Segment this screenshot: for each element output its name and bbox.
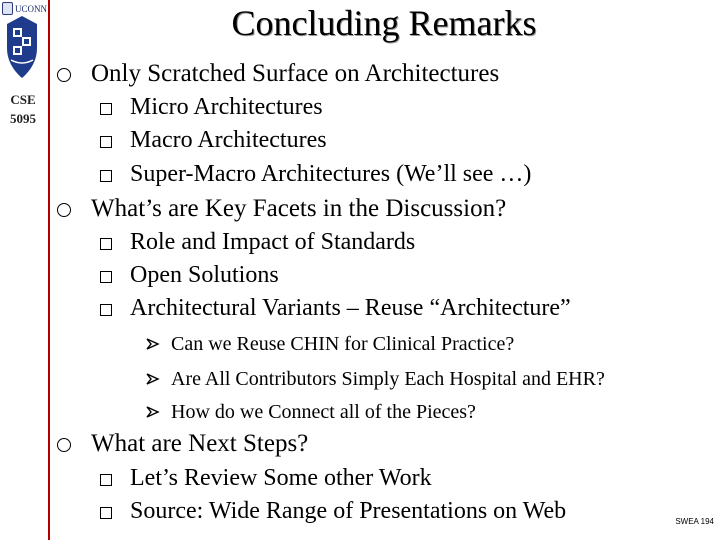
sub-bullet-text: Let’s Review Some other Work xyxy=(130,465,432,491)
university-logo-icon xyxy=(3,14,41,80)
square-bullet-icon xyxy=(100,170,112,182)
bullet-text: What are Next Steps? xyxy=(91,430,309,457)
sub-bullet-text: Open Solutions xyxy=(130,262,279,288)
sub-bullet-item xyxy=(100,495,566,527)
sub-bullet-text: Macro Architectures xyxy=(130,127,327,153)
sub-sub-bullet-item xyxy=(145,363,605,395)
square-bullet-icon xyxy=(100,271,112,283)
sub-sub-bullet-text: Are All Contributors Simply Each Hospital and EHR? xyxy=(171,368,605,390)
sub-sub-bullet-text: Can we Reuse CHIN for Clinical Practice? xyxy=(171,333,515,355)
sub-bullet-item xyxy=(100,292,571,324)
sub-bullet-text: Role and Impact of Standards xyxy=(130,229,416,255)
circle-bullet-icon xyxy=(57,203,71,217)
sub-bullet-item xyxy=(100,124,327,156)
org-name: UCONN xyxy=(15,3,48,14)
arrow-bullet-icon xyxy=(145,371,161,387)
slide-code: SWEA 194 xyxy=(675,517,714,526)
slide-title: Concluding Remarks xyxy=(231,3,537,43)
sub-bullet-item xyxy=(100,462,432,494)
sub-bullet-text: Super-Macro Architectures (We’ll see …) xyxy=(130,161,532,187)
bullet-text: Only Scratched Surface on Architectures xyxy=(91,60,500,87)
square-bullet-icon xyxy=(100,136,112,148)
sub-sub-bullet-item xyxy=(145,396,476,428)
square-bullet-icon xyxy=(100,238,112,250)
circle-bullet-icon xyxy=(57,438,71,452)
sub-bullet-item xyxy=(100,158,531,190)
sub-bullet-text: Architectural Variants – Reuse “Architecture” xyxy=(130,295,571,321)
bullet-item xyxy=(57,193,506,225)
arrow-bullet-icon xyxy=(145,336,161,352)
circle-bullet-icon xyxy=(57,68,71,82)
bullet-item xyxy=(57,428,308,460)
square-bullet-icon xyxy=(100,507,112,519)
sub-bullet-item xyxy=(100,91,323,123)
sub-bullet-text: Source: Wide Range of Presentations on Web xyxy=(130,498,567,524)
sub-bullet-item xyxy=(100,259,279,291)
course-code xyxy=(0,90,46,128)
sub-sub-bullet-item xyxy=(145,328,514,360)
course-code-line1: CSE xyxy=(10,92,36,107)
course-code-line2: 5095 xyxy=(10,111,36,126)
square-bullet-icon xyxy=(100,304,112,316)
square-bullet-icon xyxy=(100,103,112,115)
sidebar xyxy=(0,0,50,540)
arrow-bullet-icon xyxy=(145,404,161,420)
sub-bullet-text: Micro Architectures xyxy=(130,94,323,120)
sub-bullet-item xyxy=(100,226,415,258)
bullet-text: What’s are Key Facets in the Discussion? xyxy=(91,195,507,222)
sub-sub-bullet-text: How do we Connect all of the Pieces? xyxy=(171,401,476,423)
bullet-item xyxy=(57,58,499,90)
square-bullet-icon xyxy=(100,474,112,486)
